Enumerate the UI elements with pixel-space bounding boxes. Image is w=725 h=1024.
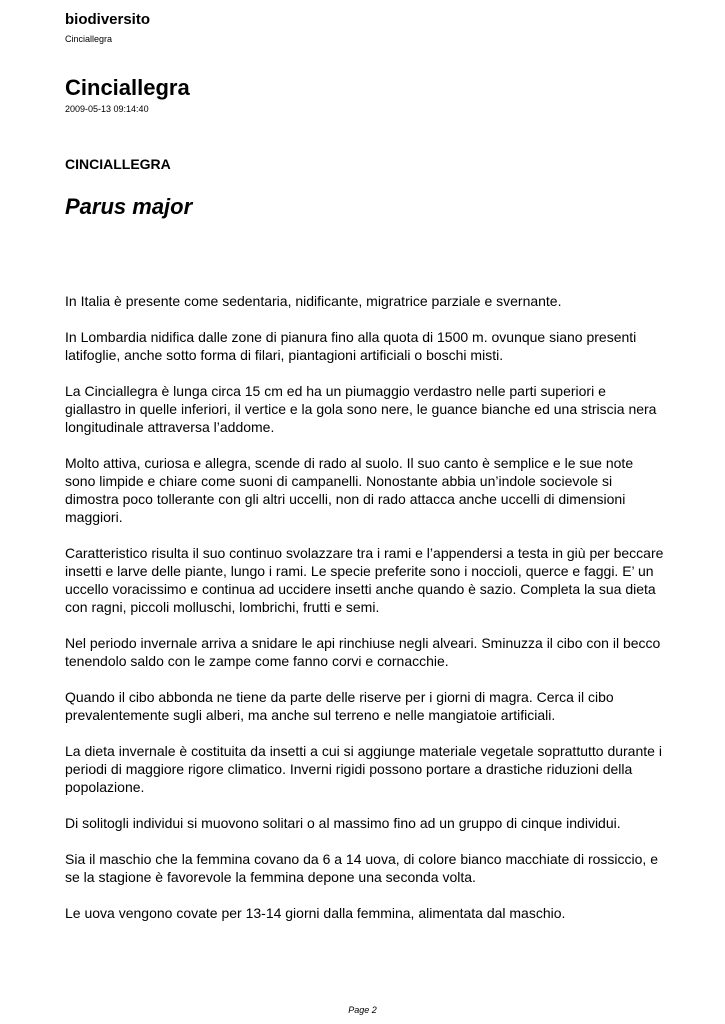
paragraph: Sia il maschio che la femmina covano da 6 a 14 uova, di colore bianco macchiate di rossiccio, e se la stagione è favorevole la femmina depone una seconda volta. xyxy=(65,851,658,885)
post-date: 2009-05-13 09:14:40 xyxy=(65,104,149,114)
paragraph: Nel periodo invernale arriva a snidare le api rinchiuse negli alveari. Sminuzza il cibo con il becco tenendolo saldo con le zampe come fanno corvi e cornacchie. xyxy=(65,635,661,669)
section-heading: CINCIALLEGRA xyxy=(65,156,171,172)
paragraph: Molto attiva, curiosa e allegra, scende di rado al suolo. Il suo canto è semplice e le sue note sono limpide e chiare come suoni di campanelli. Nonostante abbia un’indole socievole si dimostra poco tollerante con gli altri uccelli, non di rado attacca anche uccelli di dimensioni maggiori. xyxy=(65,455,634,525)
page-number: Page 2 xyxy=(348,1005,377,1015)
paragraph: In Lombardia nidifica dalle zone di pianura fino alla quota di 1500 m. ovunque siano presenti latifoglie, anche sotto forma di filari, piantagioni artificiali o boschi misti. xyxy=(65,329,637,363)
species-name: Parus major xyxy=(65,194,193,219)
paragraph: In Italia è presente come sedentaria, nidificante, migratrice parziale e svernante. xyxy=(65,293,562,309)
site-subtitle: Cinciallegra xyxy=(65,34,113,44)
paragraph: La dieta invernale è costituita da insetti a cui si aggiunge materiale vegetale soprattutto durante i periodi di maggiore rigore climatico. Inverni rigidi possono portare a drastiche riduzioni della popolazione. xyxy=(65,743,662,795)
article-body xyxy=(65,292,665,940)
post-title: Cinciallegra xyxy=(65,75,190,100)
paragraph: Le uova vengono covate per 13-14 giorni dalla femmina, alimentata dal maschio. xyxy=(65,905,566,921)
paragraph: Caratteristico risulta il suo continuo svolazzare tra i rami e l’appendersi a testa in giù per beccare insetti e larve delle piante, lungo i rami. Le specie preferite sono i noccioli, querce e faggi. E’ un uccello voracissimo e continua ad uccidere insetti anche quando è sazio. Completa la sua dieta con ragni, piccoli molluschi, lombrichi, frutti e semi. xyxy=(65,545,664,615)
paragraph: Quando il cibo abbonda ne tiene da parte delle riserve per i giorni di magra. Cerca il cibo prevalentemente sugli alberi, ma anche sul terreno e nelle mangiatoie artificiali. xyxy=(65,689,614,723)
site-title: biodiversito xyxy=(65,11,151,28)
paragraph: Di solitogli individui si muovono solitari o al massimo fino ad un gruppo di cinque individui. xyxy=(65,815,621,831)
paragraph: La Cinciallegra è lunga circa 15 cm ed ha un piumaggio verdastro nelle parti superiori e giallastro in quelle inferiori, il vertice e la gola sono nere, le guance bianche ed una striscia nera longitudinale attraversa l’addome. xyxy=(65,383,657,435)
